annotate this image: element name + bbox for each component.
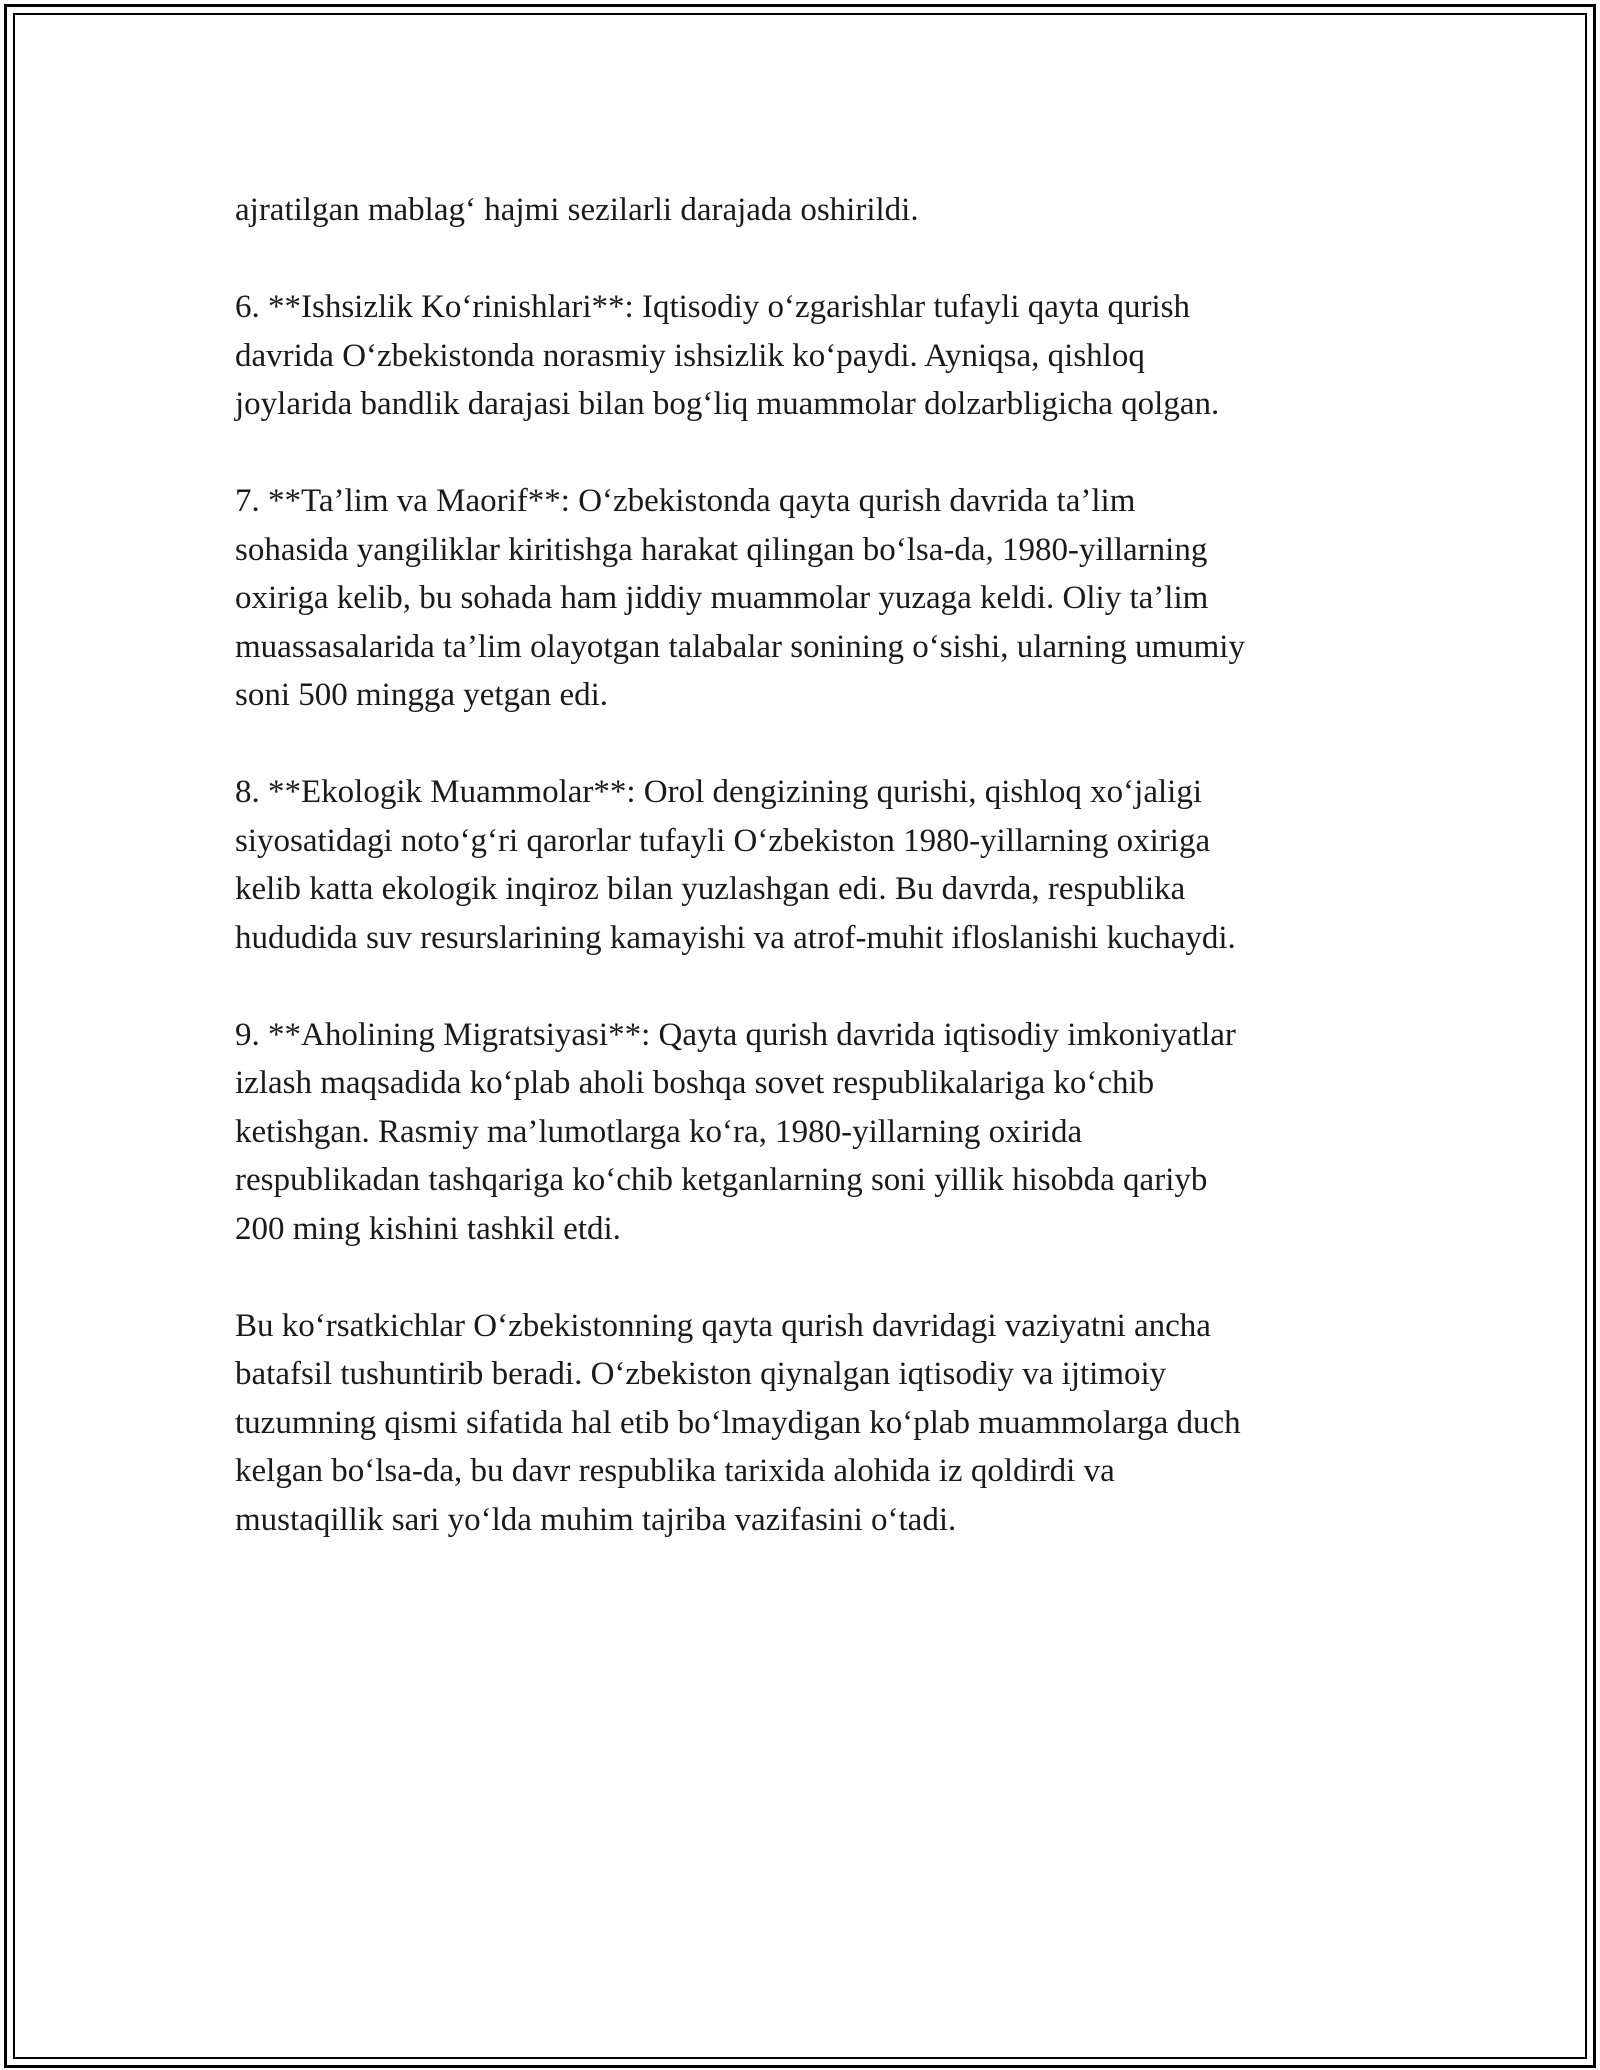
- document-body: [235, 186, 1365, 1544]
- paragraph-migration: 9. **Aholining Migratsiyasi**: Qayta qurish davrida iqtisodiy imkoniyatlar izlash maqsadida ko‘plab aholi boshqa sovet respublikalariga ko‘chib ketishgan. Rasmiy ma’lumotlarga ko‘ra, 1980-yillarning oxirida respublikadan tashqariga ko‘chib ketganlarning soni yillik hisobda qariyb 200 ming kishini tashkil etdi.: [235, 1016, 1236, 1247]
- paragraph-continuation: ajratilgan mablag‘ hajmi sezilarli darajada oshirildi.: [235, 192, 919, 228]
- paragraph-unemployment: 6. **Ishsizlik Ko‘rinishlari**: Iqtisodiy o‘zgarishlar tufayli qayta qurish davrida O‘zbekistonda norasmiy ishsizlik ko‘paydi. Ayniqsa, qishloq joylarida bandlik darajasi bilan bog‘liq muammolar dolzarbligicha qolgan.: [235, 289, 1220, 422]
- paragraph-education: 7. **Ta’lim va Maorif**: O‘zbekistonda qayta qurish davrida ta’lim sohasida yangiliklar kiritishga harakat qilingan bo‘lsa-da, 1980-yillarning oxiriga kelib, bu sohada ham jiddiy muammolar yuzaga keldi. Oliy ta’lim muassasalarida ta’lim olayotgan talabalar sonining o‘sishi, ularning umumiy soni 500 mingga yetgan edi.: [235, 483, 1245, 713]
- paragraph-conclusion: Bu ko‘rsatkichlar O‘zbekistonning qayta qurish davridagi vaziyatni ancha batafsil tushuntirib beradi. O‘zbekiston qiynalgan iqtisodiy va ijtimoiy tuzumning qismi sifatida hal etib bo‘lmaydigan ko‘plab muammolarga duch kelgan bo‘lsa-da, bu davr respublika tarixida alohida iz qoldirdi va mustaqillik sari yo‘lda muhim tajriba vazifasini o‘tadi.: [235, 1307, 1241, 1538]
- paragraph-ecology: 8. **Ekologik Muammolar**: Orol dengizining qurishi, qishloq xo‘jaligi siyosatidagi noto‘g‘ri qarorlar tufayli O‘zbekiston 1980-yillarning oxiriga kelib katta ekologik inqiroz bilan yuzlashgan edi. Bu davrda, respublika hududida suv resurslarining kamayishi va atrof-muhit ifloslanishi kuchaydi.: [235, 774, 1236, 956]
